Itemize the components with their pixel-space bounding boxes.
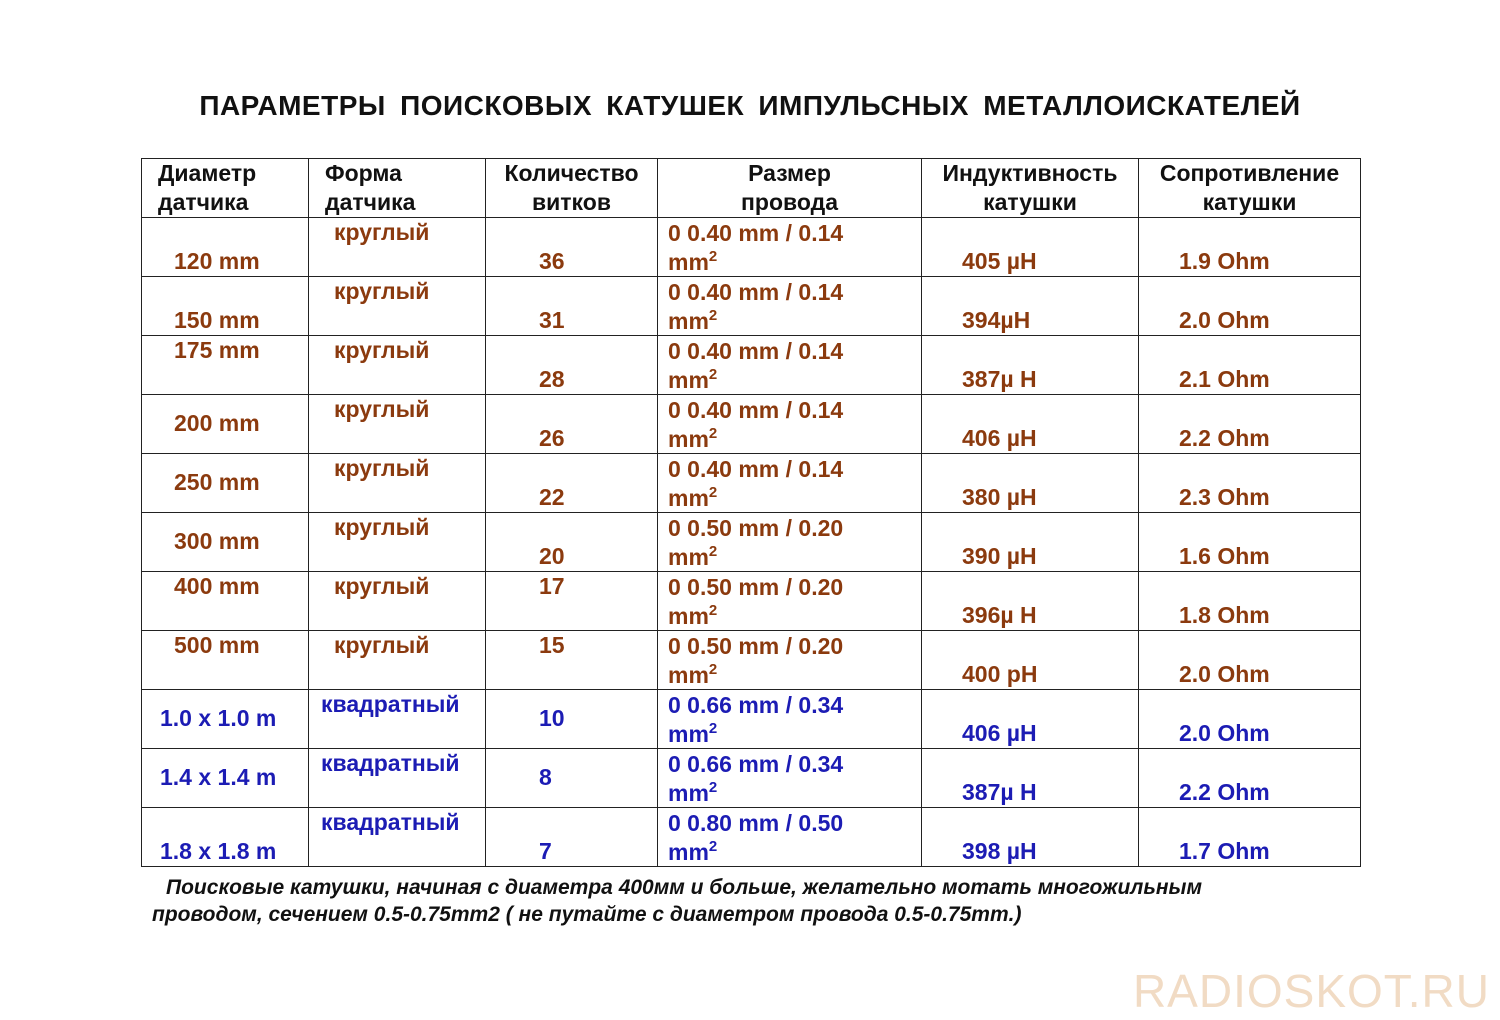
cell-wire-size: 0 0.66 mm / 0.34 $mm^2$: [658, 749, 922, 808]
cell-turns: 7: [486, 808, 658, 867]
cell-wire-size: 0 0.50 mm / 0.20 $mm^2$: [658, 572, 922, 631]
table-row: [142, 631, 1361, 690]
cell-resistance: 1.6 Ohm: [1139, 513, 1361, 572]
table-row: [142, 749, 1361, 808]
cell-turns: 26: [486, 395, 658, 454]
header-diameter: Диаметр датчика: [142, 159, 309, 218]
cell-wire-size: 0 0.40 mm / 0.14 $mm^2$: [658, 218, 922, 277]
table-row: [142, 395, 1361, 454]
cell-diameter: 1.4 x 1.4 m: [142, 749, 309, 808]
table-row: [142, 572, 1361, 631]
cell-diameter: 120 mm: [142, 218, 309, 277]
cell-shape: круглый: [309, 454, 486, 513]
cell-shape: круглый: [309, 395, 486, 454]
cell-turns: 8: [486, 749, 658, 808]
footnote-line-2: проводом, сечением 0.5-0.75mm2 ( не путайте с диаметром провода 0.5-0.75mm.): [152, 903, 1022, 926]
cell-turns: 31: [486, 277, 658, 336]
cell-resistance: 1.8 Ohm: [1139, 572, 1361, 631]
cell-resistance: 2.3 Ohm: [1139, 454, 1361, 513]
cell-resistance: 2.1 Ohm: [1139, 336, 1361, 395]
cell-resistance: 2.2 Ohm: [1139, 749, 1361, 808]
coil-parameters-table: [141, 158, 1361, 867]
cell-turns: 17: [486, 572, 658, 631]
cell-inductance: 398 µH: [922, 808, 1139, 867]
table-header-row: [142, 159, 1361, 218]
cell-diameter: 175 mm: [142, 336, 309, 395]
cell-shape: квадратный: [309, 690, 486, 749]
table-row: [142, 277, 1361, 336]
cell-turns: 22: [486, 454, 658, 513]
table-row: [142, 218, 1361, 277]
cell-shape: круглый: [309, 218, 486, 277]
cell-diameter: 1.0 x 1.0 m: [142, 690, 309, 749]
footnote-line-1: Поисковые катушки, начиная с диаметра 400мм и больше, желательно мотать многожильным: [166, 876, 1202, 899]
cell-inductance: 396µ H: [922, 572, 1139, 631]
cell-diameter: 300 mm: [142, 513, 309, 572]
header-wire-size: Размер провода: [658, 159, 922, 218]
cell-wire-size: 0 0.40 mm / 0.14 $mm^2$: [658, 454, 922, 513]
header-turns: Количество витков: [486, 159, 658, 218]
cell-inductance: 380 µH: [922, 454, 1139, 513]
cell-wire-size: 0 0.50 mm / 0.20 $mm^2$: [658, 513, 922, 572]
cell-shape: круглый: [309, 277, 486, 336]
table-row: [142, 336, 1361, 395]
cell-inductance: 387µ H: [922, 749, 1139, 808]
cell-turns: 36: [486, 218, 658, 277]
cell-inductance: 400 pH: [922, 631, 1139, 690]
cell-shape: квадратный: [309, 749, 486, 808]
cell-turns: 28: [486, 336, 658, 395]
table-row: [142, 808, 1361, 867]
cell-resistance: 2.0 Ohm: [1139, 690, 1361, 749]
cell-resistance: 1.7 Ohm: [1139, 808, 1361, 867]
cell-inductance: 405 µH: [922, 218, 1139, 277]
header-resistance: Сопротивление катушки: [1139, 159, 1361, 218]
table-row: [142, 454, 1361, 513]
cell-wire-size: 0 0.50 mm / 0.20 $mm^2$: [658, 631, 922, 690]
cell-inductance: 406 µH: [922, 395, 1139, 454]
cell-wire-size: 0 0.40 mm / 0.14 $mm^2$: [658, 395, 922, 454]
cell-wire-size: 0 0.80 mm / 0.50 $mm^2$: [658, 808, 922, 867]
table-row: [142, 690, 1361, 749]
header-shape: Форма датчика: [309, 159, 486, 218]
cell-inductance: 406 µH: [922, 690, 1139, 749]
cell-shape: круглый: [309, 513, 486, 572]
cell-wire-size: 0 0.40 mm / 0.14 $mm^2$: [658, 336, 922, 395]
table-row: [142, 513, 1361, 572]
cell-inductance: 387µ H: [922, 336, 1139, 395]
cell-resistance: 2.0 Ohm: [1139, 277, 1361, 336]
cell-diameter: 200 mm: [142, 395, 309, 454]
cell-resistance: 1.9 Ohm: [1139, 218, 1361, 277]
cell-wire-size: 0 0.40 mm / 0.14 $mm^2$: [658, 277, 922, 336]
cell-wire-size: 0 0.66 mm / 0.34 $mm^2$: [658, 690, 922, 749]
cell-shape: круглый: [309, 631, 486, 690]
cell-inductance: 394µH: [922, 277, 1139, 336]
cell-turns: 10: [486, 690, 658, 749]
cell-shape: квадратный: [309, 808, 486, 867]
cell-diameter: 400 mm: [142, 572, 309, 631]
cell-resistance: 2.0 Ohm: [1139, 631, 1361, 690]
watermark: RADIOSKOT.RU: [1132, 965, 1490, 1017]
cell-turns: 20: [486, 513, 658, 572]
cell-diameter: 500 mm: [142, 631, 309, 690]
footnote: [152, 874, 1372, 928]
cell-diameter: 250 mm: [142, 454, 309, 513]
header-inductance: Индуктивность катушки: [922, 159, 1139, 218]
cell-resistance: 2.2 Ohm: [1139, 395, 1361, 454]
cell-shape: круглый: [309, 336, 486, 395]
cell-inductance: 390 µH: [922, 513, 1139, 572]
cell-diameter: 1.8 x 1.8 m: [142, 808, 309, 867]
cell-turns: 15: [486, 631, 658, 690]
cell-diameter: 150 mm: [142, 277, 309, 336]
cell-shape: круглый: [309, 572, 486, 631]
page-title: ПАРАМЕТРЫ ПОИСКОВЫХ КАТУШЕК ИМПУЛЬСНЫХ МЕТАЛЛОИСКАТЕЛЕЙ: [199, 90, 1301, 121]
